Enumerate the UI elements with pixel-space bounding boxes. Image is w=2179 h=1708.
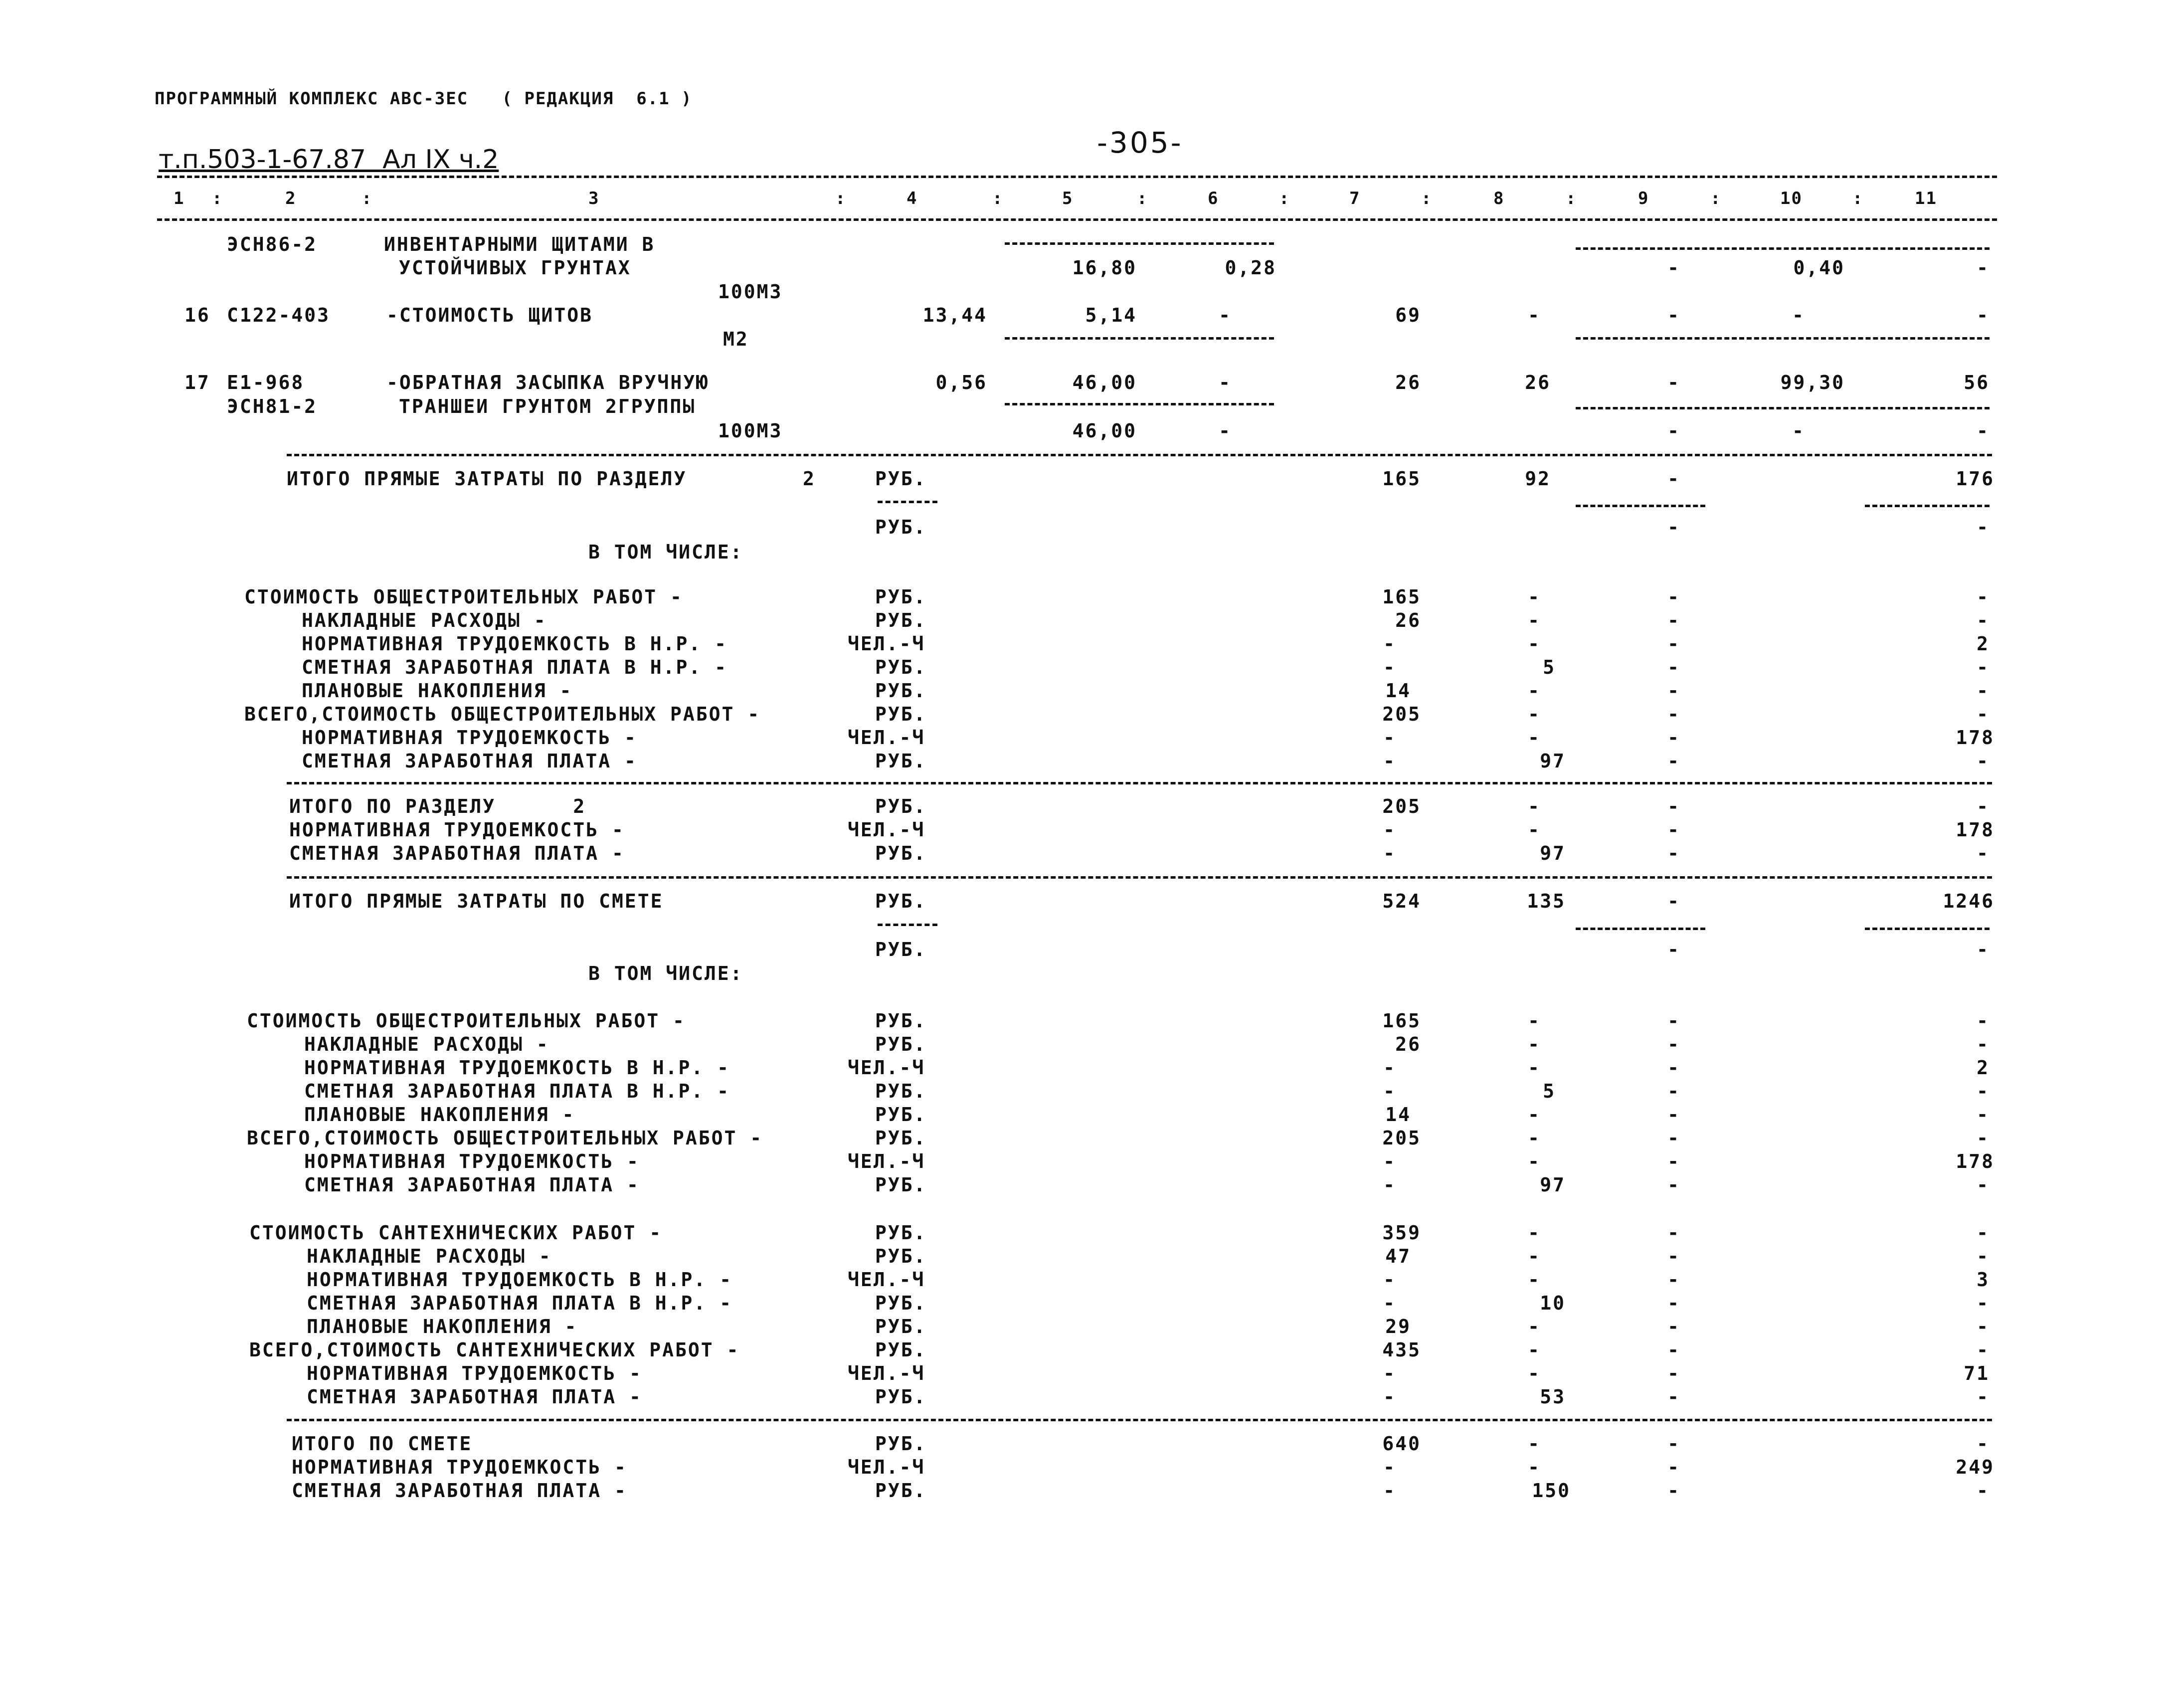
cell-col9: - bbox=[1667, 1316, 1680, 1337]
cell-col11: - bbox=[1977, 1339, 1990, 1361]
cell-col8: 135 bbox=[1527, 890, 1566, 912]
cell-col7: 47 bbox=[1385, 1245, 1411, 1267]
item-description: -СТОИМОСТЬ ЩИТОВ bbox=[386, 304, 593, 326]
cell-col11: - bbox=[1977, 1222, 1990, 1244]
cell-col8: 53 bbox=[1540, 1386, 1566, 1408]
cell-col8: 26 bbox=[1525, 372, 1551, 393]
cell-col7: - bbox=[1383, 750, 1396, 772]
row-unit: ЧЕЛ.-Ч bbox=[848, 1057, 925, 1079]
row-label: СМЕТНАЯ ЗАРАБОТНАЯ ПЛАТА В Н.Р. - bbox=[304, 1080, 730, 1102]
cell-col9: - bbox=[1667, 656, 1680, 678]
cell-col9: - bbox=[1667, 516, 1680, 538]
cell-col11: - bbox=[1977, 703, 1990, 725]
cell-col7: - bbox=[1383, 1480, 1396, 1502]
cell-rule bbox=[1005, 403, 1274, 405]
column-separator: : bbox=[1566, 189, 1577, 208]
cell-col7: - bbox=[1383, 819, 1396, 841]
row-label: НОРМАТИВНАЯ ТРУДОЕМКОСТЬ - bbox=[292, 1456, 627, 1478]
cell-col4: 13,44 bbox=[922, 304, 987, 326]
cell-col8: 5 bbox=[1543, 1080, 1556, 1102]
row-label: НАКЛАДНЫЕ РАСХОДЫ - bbox=[304, 1033, 549, 1055]
column-number: 8 bbox=[1493, 189, 1505, 208]
row-unit: РУБ. bbox=[875, 586, 927, 608]
cell-col7: - bbox=[1383, 842, 1396, 864]
row-label: НОРМАТИВНАЯ ТРУДОЕМКОСТЬ - bbox=[307, 1362, 642, 1384]
cell-col9: - bbox=[1667, 1269, 1680, 1291]
cell-col9: - bbox=[1667, 1057, 1680, 1079]
cell-col11: 178 bbox=[1956, 819, 1995, 841]
row-unit: ЧЕЛ.-Ч bbox=[848, 1269, 925, 1291]
section-rule bbox=[287, 454, 1992, 456]
cell-col7: - bbox=[1383, 1150, 1396, 1172]
row-unit: РУБ. bbox=[875, 1010, 927, 1032]
estimate-total-label: ИТОГО ПРЯМЫЕ ЗАТРАТЫ ПО СМЕТЕ bbox=[289, 890, 664, 912]
cell-col5: 46,00 bbox=[1072, 372, 1137, 393]
cell-col9: - bbox=[1667, 1362, 1680, 1384]
cell-col11: 178 bbox=[1956, 1150, 1995, 1172]
cell-col8: - bbox=[1528, 1456, 1541, 1478]
cell-col11: - bbox=[1977, 1104, 1990, 1126]
cell-col9: - bbox=[1667, 680, 1680, 702]
cell-rule bbox=[1865, 928, 1990, 930]
cell-col8: - bbox=[1528, 586, 1541, 608]
cell-col7: - bbox=[1383, 1362, 1396, 1384]
cell-col7: 14 bbox=[1385, 1104, 1411, 1126]
row-label: НАКЛАДНЫЕ РАСХОДЫ - bbox=[307, 1245, 552, 1267]
cell-col7: 165 bbox=[1382, 1010, 1421, 1032]
program-title: ПРОГРАММНЫЙ КОМПЛЕКС АВС-ЗЕС ( РЕДАКЦИЯ 6.1 ) bbox=[155, 89, 693, 109]
cell-col8: - bbox=[1528, 1339, 1541, 1361]
item-code: ЭСН86-2 bbox=[227, 233, 318, 255]
cell-col8: - bbox=[1528, 1222, 1541, 1244]
item-description: -ОБРАТНАЯ ЗАСЫПКА ВРУЧНУЮ bbox=[386, 372, 709, 393]
row-label: НОРМАТИВНАЯ ТРУДОЕМКОСТЬ В Н.Р. - bbox=[307, 1269, 732, 1291]
cell-col7: 14 bbox=[1385, 680, 1411, 702]
column-number: 10 bbox=[1780, 189, 1803, 208]
cell-col7: 29 bbox=[1385, 1316, 1411, 1337]
cell-col9: - bbox=[1667, 1433, 1680, 1455]
cell-col8: - bbox=[1528, 304, 1541, 326]
cell-col7: - bbox=[1383, 1057, 1396, 1079]
cell-col9: - bbox=[1667, 304, 1680, 326]
cell-col11: - bbox=[1977, 609, 1990, 631]
column-number: 2 bbox=[285, 189, 297, 208]
cell-rule bbox=[878, 501, 937, 503]
cell-col8: 97 bbox=[1540, 1174, 1566, 1196]
column-separator: : bbox=[1137, 189, 1148, 208]
section-total-unit: РУБ. bbox=[875, 516, 927, 538]
cell-col9: - bbox=[1667, 586, 1680, 608]
row-unit: ЧЕЛ.-Ч bbox=[848, 1362, 925, 1384]
cell-rule bbox=[1865, 505, 1990, 507]
item-unit: 100М3 bbox=[718, 420, 783, 442]
cell-col8: - bbox=[1528, 1127, 1541, 1149]
column-number: 1 bbox=[174, 189, 185, 208]
column-number: 4 bbox=[907, 189, 918, 208]
cell-col8: - bbox=[1528, 1010, 1541, 1032]
row-label: ПЛАНОВЫЕ НАКОПЛЕНИЯ - bbox=[307, 1316, 578, 1337]
cell-col9: - bbox=[1667, 372, 1680, 393]
row-label: ВСЕГО,СТОИМОСТЬ САНТЕХНИЧЕСКИХ РАБОТ - bbox=[249, 1339, 740, 1361]
cell-col9: - bbox=[1667, 1104, 1680, 1126]
cell-col9: - bbox=[1667, 1386, 1680, 1408]
cell-col7: 205 bbox=[1382, 703, 1421, 725]
cell-col9: - bbox=[1667, 1480, 1680, 1502]
row-label: НОРМАТИВНАЯ ТРУДОЕМКОСТЬ - bbox=[304, 1150, 640, 1172]
document-reference: т.п.503-1-67.87 Ал IX ч.2 bbox=[159, 145, 499, 175]
cell-col9: - bbox=[1667, 1222, 1680, 1244]
cell-col11: - bbox=[1977, 795, 1990, 817]
cell-col8: 97 bbox=[1540, 842, 1566, 864]
cell-col5: 16,80 bbox=[1072, 257, 1137, 279]
cell-col6: 0,28 bbox=[1225, 257, 1276, 279]
cell-col9: - bbox=[1667, 1292, 1680, 1314]
cell-col10: 99,30 bbox=[1780, 372, 1845, 393]
column-separator: : bbox=[992, 189, 1004, 208]
row-label: ПЛАНОВЫЕ НАКОПЛЕНИЯ - bbox=[302, 680, 573, 702]
cell-col7: 640 bbox=[1382, 1433, 1421, 1455]
section-rule bbox=[287, 1419, 1992, 1421]
cell-col11: - bbox=[1977, 1245, 1990, 1267]
cell-col6: - bbox=[1219, 304, 1232, 326]
cell-col11: - bbox=[1977, 304, 1990, 326]
cell-col7: 165 bbox=[1382, 586, 1421, 608]
estimate-total-unit: РУБ. bbox=[875, 890, 927, 912]
column-number: 7 bbox=[1349, 189, 1361, 208]
cell-col8: - bbox=[1528, 727, 1541, 749]
cell-col7: - bbox=[1383, 656, 1396, 678]
row-unit: РУБ. bbox=[875, 1245, 927, 1267]
header-bottom-rule bbox=[157, 218, 1997, 221]
row-label: ИТОГО ПО СМЕТЕ bbox=[292, 1433, 473, 1455]
cell-col8: - bbox=[1528, 795, 1541, 817]
row-unit: РУБ. bbox=[875, 750, 927, 772]
row-unit: РУБ. bbox=[875, 680, 927, 702]
cell-col9: - bbox=[1667, 819, 1680, 841]
row-unit: РУБ. bbox=[875, 656, 927, 678]
row-label: СТОИМОСТЬ ОБЩЕСТРОИТЕЛЬНЫХ РАБОТ - bbox=[244, 586, 683, 608]
cell-col10: - bbox=[1792, 304, 1805, 326]
section-rule bbox=[287, 876, 1992, 879]
cell-col9: - bbox=[1667, 1080, 1680, 1102]
section-total-label: ИТОГО ПРЯМЫЕ ЗАТРАТЫ ПО РАЗДЕЛУ bbox=[287, 468, 687, 490]
cell-col11: - bbox=[1977, 939, 1990, 960]
cell-col7: 524 bbox=[1382, 890, 1421, 912]
row-unit: РУБ. bbox=[875, 1104, 927, 1126]
cell-col9: - bbox=[1667, 795, 1680, 817]
cell-col8: - bbox=[1528, 1150, 1541, 1172]
cell-col11: - bbox=[1977, 1010, 1990, 1032]
row-label: СТОИМОСТЬ САНТЕХНИЧЕСКИХ РАБОТ - bbox=[249, 1222, 663, 1244]
row-unit: РУБ. bbox=[875, 1080, 927, 1102]
row-label: ВСЕГО,СТОИМОСТЬ ОБЩЕСТРОИТЕЛЬНЫХ РАБОТ - bbox=[247, 1127, 763, 1149]
cell-col11: 2 bbox=[1977, 633, 1990, 655]
row-unit: РУБ. bbox=[875, 1127, 927, 1149]
estimate-total-unit: РУБ. bbox=[875, 939, 927, 960]
cell-col9: - bbox=[1667, 1456, 1680, 1478]
item-code: С122-403 bbox=[227, 304, 331, 326]
cell-col11: 56 bbox=[1964, 372, 1990, 393]
cell-col11: - bbox=[1977, 1033, 1990, 1055]
cell-col8: - bbox=[1528, 1316, 1541, 1337]
column-separator: : bbox=[1279, 189, 1290, 208]
row-unit: РУБ. bbox=[875, 609, 927, 631]
cell-rule bbox=[1576, 505, 1705, 507]
cell-col9: - bbox=[1667, 890, 1680, 912]
column-separator: : bbox=[1421, 189, 1433, 208]
row-unit: ЧЕЛ.-Ч bbox=[848, 1150, 925, 1172]
cell-col11: 1246 bbox=[1943, 890, 1995, 912]
row-unit: РУБ. bbox=[875, 842, 927, 864]
section-total-unit: РУБ. bbox=[875, 468, 927, 490]
row-label: ПЛАНОВЫЕ НАКОПЛЕНИЯ - bbox=[304, 1104, 575, 1126]
cell-col7: 26 bbox=[1395, 372, 1421, 393]
cell-col7: 69 bbox=[1395, 304, 1421, 326]
row-label: СТОИМОСТЬ ОБЩЕСТРОИТЕЛЬНЫХ РАБОТ - bbox=[247, 1010, 686, 1032]
row-unit: РУБ. bbox=[875, 1480, 927, 1502]
cell-rule bbox=[1005, 242, 1274, 245]
cell-col11: - bbox=[1977, 680, 1990, 702]
cell-col8: - bbox=[1528, 633, 1541, 655]
including-heading: В ТОМ ЧИСЛЕ: bbox=[588, 541, 743, 563]
row-unit: РУБ. bbox=[875, 795, 927, 817]
cell-col8: - bbox=[1528, 1104, 1541, 1126]
cell-col8: - bbox=[1528, 1362, 1541, 1384]
cell-col11: - bbox=[1977, 420, 1990, 442]
cell-col8: - bbox=[1528, 1033, 1541, 1055]
row-label: СМЕТНАЯ ЗАРАБОТНАЯ ПЛАТА - bbox=[289, 842, 625, 864]
cell-col11: - bbox=[1977, 842, 1990, 864]
row-label: ИТОГО ПО РАЗДЕЛУ 2 bbox=[289, 795, 586, 817]
row-unit: РУБ. bbox=[875, 1174, 927, 1196]
cell-col9: - bbox=[1667, 633, 1680, 655]
item-description: УСТОЙЧИВЫХ ГРУНТАХ bbox=[399, 257, 631, 279]
cell-col7: 359 bbox=[1382, 1222, 1421, 1244]
cell-col11: - bbox=[1977, 257, 1990, 279]
cell-col8: - bbox=[1528, 680, 1541, 702]
cell-col7: 26 bbox=[1395, 609, 1421, 631]
cell-col9: - bbox=[1667, 1174, 1680, 1196]
row-unit: ЧЕЛ.-Ч bbox=[848, 819, 925, 841]
cell-col7: 435 bbox=[1382, 1339, 1421, 1361]
cell-col8: - bbox=[1528, 609, 1541, 631]
row-label: НОРМАТИВНАЯ ТРУДОЕМКОСТЬ - bbox=[302, 727, 637, 749]
row-unit: РУБ. bbox=[875, 1339, 927, 1361]
cell-col7: 205 bbox=[1382, 1127, 1421, 1149]
row-label: СМЕТНАЯ ЗАРАБОТНАЯ ПЛАТА - bbox=[307, 1386, 642, 1408]
cell-col7: 26 bbox=[1395, 1033, 1421, 1055]
column-number: 5 bbox=[1062, 189, 1074, 208]
cell-col10: - bbox=[1792, 420, 1805, 442]
cell-col7: - bbox=[1383, 1080, 1396, 1102]
cell-rule bbox=[1576, 337, 1990, 340]
cell-col9: - bbox=[1667, 420, 1680, 442]
cell-col9: - bbox=[1667, 468, 1680, 490]
cell-col9: - bbox=[1667, 750, 1680, 772]
cell-col8: 150 bbox=[1532, 1480, 1571, 1502]
cell-col11: - bbox=[1977, 656, 1990, 678]
cell-col6: - bbox=[1219, 420, 1232, 442]
cell-col8: - bbox=[1528, 703, 1541, 725]
section-rule bbox=[287, 782, 1992, 784]
item-number: 17 bbox=[184, 372, 210, 393]
row-unit: РУБ. bbox=[875, 1386, 927, 1408]
row-unit: РУБ. bbox=[875, 1433, 927, 1455]
cell-col9: - bbox=[1667, 939, 1680, 960]
cell-col11: - bbox=[1977, 1386, 1990, 1408]
cell-col9: - bbox=[1667, 842, 1680, 864]
cell-col7: - bbox=[1383, 1456, 1396, 1478]
cell-col7: - bbox=[1383, 1386, 1396, 1408]
cell-col5: 46,00 bbox=[1072, 420, 1137, 442]
cell-rule bbox=[878, 924, 937, 926]
cell-rule bbox=[1576, 928, 1705, 930]
page-number: -305- bbox=[1097, 126, 1183, 160]
item-code-secondary: ЭСН81-2 bbox=[227, 395, 318, 417]
item-unit: 100М3 bbox=[718, 281, 783, 303]
cell-col8: 92 bbox=[1525, 468, 1551, 490]
row-label: СМЕТНАЯ ЗАРАБОТНАЯ ПЛАТА В Н.Р. - bbox=[307, 1292, 732, 1314]
cell-col7: - bbox=[1383, 1269, 1396, 1291]
row-unit: ЧЕЛ.-Ч bbox=[848, 633, 925, 655]
cell-rule bbox=[1005, 337, 1274, 340]
cell-col9: - bbox=[1667, 1339, 1680, 1361]
cell-col9: - bbox=[1667, 257, 1680, 279]
cell-col7: - bbox=[1383, 727, 1396, 749]
row-unit: РУБ. bbox=[875, 1222, 927, 1244]
cell-col5: 5,14 bbox=[1085, 304, 1137, 326]
including-heading: В ТОМ ЧИСЛЕ: bbox=[588, 962, 743, 984]
item-description: ИНВЕНТАРНЫМИ ЩИТАМИ В bbox=[384, 233, 655, 255]
column-separator: : bbox=[1852, 189, 1864, 208]
row-unit: РУБ. bbox=[875, 703, 927, 725]
cell-col11: 2 bbox=[1977, 1057, 1990, 1079]
column-number: 3 bbox=[588, 189, 600, 208]
item-unit: М2 bbox=[723, 328, 749, 350]
cell-col11: - bbox=[1977, 1316, 1990, 1337]
row-unit: ЧЕЛ.-Ч bbox=[848, 727, 925, 749]
cell-col4: 0,56 bbox=[935, 372, 987, 393]
cell-col11: - bbox=[1977, 750, 1990, 772]
row-label: СМЕТНАЯ ЗАРАБОТНАЯ ПЛАТА - bbox=[304, 1174, 640, 1196]
row-label: НОРМАТИВНАЯ ТРУДОЕМКОСТЬ В Н.Р. - bbox=[302, 633, 727, 655]
row-label: НАКЛАДНЫЕ РАСХОДЫ - bbox=[302, 609, 547, 631]
column-number: 11 bbox=[1915, 189, 1937, 208]
cell-col9: - bbox=[1667, 1033, 1680, 1055]
cell-col11: - bbox=[1977, 1127, 1990, 1149]
row-unit: РУБ. bbox=[875, 1292, 927, 1314]
cell-col11: - bbox=[1977, 516, 1990, 538]
row-label: НОРМАТИВНАЯ ТРУДОЕМКОСТЬ - bbox=[289, 819, 625, 841]
cell-col8: 5 bbox=[1543, 656, 1556, 678]
cell-col9: - bbox=[1667, 1127, 1680, 1149]
cell-col7: - bbox=[1383, 633, 1396, 655]
cell-col8: - bbox=[1528, 1433, 1541, 1455]
row-label: ВСЕГО,СТОИМОСТЬ ОБЩЕСТРОИТЕЛЬНЫХ РАБОТ - bbox=[244, 703, 761, 725]
row-unit: ЧЕЛ.-Ч bbox=[848, 1456, 925, 1478]
cell-col7: - bbox=[1383, 1174, 1396, 1196]
cell-col7: 165 bbox=[1382, 468, 1421, 490]
cell-col8: - bbox=[1528, 1057, 1541, 1079]
cell-col8: 10 bbox=[1540, 1292, 1566, 1314]
cell-col7: 205 bbox=[1382, 795, 1421, 817]
cell-rule bbox=[1576, 407, 1990, 409]
column-separator: : bbox=[835, 189, 847, 208]
row-unit: РУБ. bbox=[875, 1316, 927, 1337]
cell-col9: - bbox=[1667, 609, 1680, 631]
cell-col9: - bbox=[1667, 1150, 1680, 1172]
row-label: СМЕТНАЯ ЗАРАБОТНАЯ ПЛАТА - bbox=[302, 750, 637, 772]
item-number: 16 bbox=[184, 304, 210, 326]
cell-col6: - bbox=[1219, 372, 1232, 393]
cell-col11: - bbox=[1977, 1480, 1990, 1502]
cell-col11: - bbox=[1977, 1433, 1990, 1455]
cell-col8: - bbox=[1528, 819, 1541, 841]
cell-col11: 3 bbox=[1977, 1269, 1990, 1291]
cell-col11: - bbox=[1977, 586, 1990, 608]
row-label: СМЕТНАЯ ЗАРАБОТНАЯ ПЛАТА В Н.Р. - bbox=[302, 656, 727, 678]
cell-col11: 249 bbox=[1956, 1456, 1995, 1478]
cell-col11: 178 bbox=[1956, 727, 1995, 749]
row-unit: РУБ. bbox=[875, 1033, 927, 1055]
cell-col10: 0,40 bbox=[1793, 257, 1845, 279]
cell-col9: - bbox=[1667, 1245, 1680, 1267]
row-label: СМЕТНАЯ ЗАРАБОТНАЯ ПЛАТА - bbox=[292, 1480, 627, 1502]
cell-col9: - bbox=[1667, 727, 1680, 749]
column-separator: : bbox=[362, 189, 373, 208]
cell-col8: - bbox=[1528, 1245, 1541, 1267]
column-number: 6 bbox=[1208, 189, 1219, 208]
cell-col9: - bbox=[1667, 703, 1680, 725]
header-top-rule bbox=[157, 176, 1997, 178]
cell-col8: - bbox=[1528, 1269, 1541, 1291]
cell-col11: - bbox=[1977, 1174, 1990, 1196]
column-separator: : bbox=[1710, 189, 1722, 208]
column-separator: : bbox=[212, 189, 223, 208]
cell-col8: 97 bbox=[1540, 750, 1566, 772]
cell-rule bbox=[1576, 247, 1990, 250]
cell-col11: - bbox=[1977, 1080, 1990, 1102]
cell-col11: 71 bbox=[1964, 1362, 1990, 1384]
item-description: ТРАНШЕИ ГРУНТОМ 2ГРУППЫ bbox=[399, 395, 696, 417]
cell-col9: - bbox=[1667, 1010, 1680, 1032]
cell-col11: 176 bbox=[1956, 468, 1995, 490]
row-label: НОРМАТИВНАЯ ТРУДОЕМКОСТЬ В Н.Р. - bbox=[304, 1057, 730, 1079]
item-code: Е1-968 bbox=[227, 372, 305, 393]
cell-col7: - bbox=[1383, 1292, 1396, 1314]
cell-col11: - bbox=[1977, 1292, 1990, 1314]
section-total-number: 2 bbox=[803, 468, 816, 490]
column-number: 9 bbox=[1638, 189, 1649, 208]
